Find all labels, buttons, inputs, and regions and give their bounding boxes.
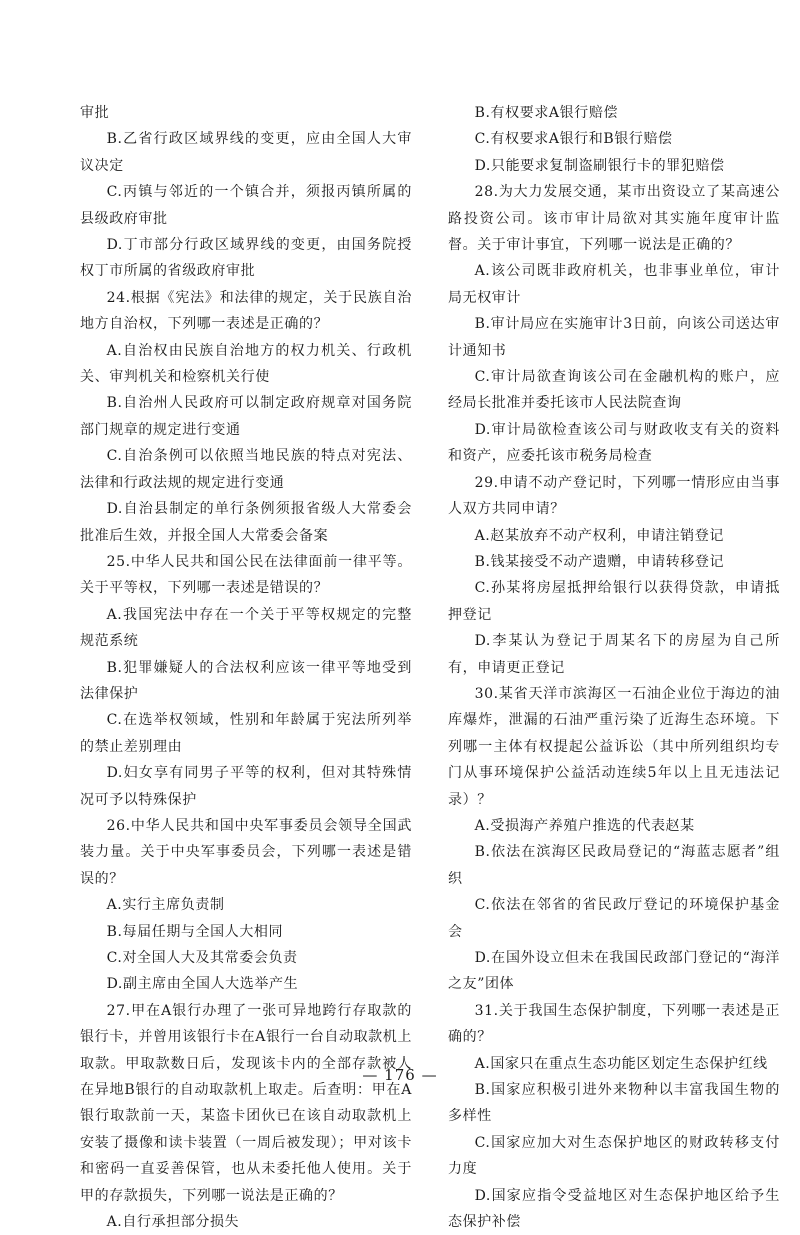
- paragraph: 28.为大力发展交通，某市出资设立了某高速公路投资公司。该市审计局欲对其实施年度审计监督。关于审计事宜，下列哪一说法是正确的？: [448, 184, 780, 254]
- paragraph: 30.某省天洋市滨海区一石油企业位于海边的油库爆炸，泄漏的石油严重污染了近海生态环境。下列哪一主体有权提起公益诉讼（其中所列组织均专门从事环境保护公益活动连续5年以上且无违法记录）？: [448, 685, 780, 808]
- paragraph: 审批: [80, 105, 110, 121]
- paragraph: D.审计局欲检查该公司与财政收支有关的资料和资产，应委托该市税务局检查: [448, 421, 780, 465]
- paragraph: C.孙某将房屋抵押给银行以获得贷款，申请抵押登记: [448, 580, 780, 623]
- paragraph: C.依法在邻省的省民政厅登记的环境保护基金会: [448, 897, 780, 940]
- paragraph: A.受损海产养殖户推选的代表赵某: [474, 817, 695, 834]
- paragraph: B.有权要求A银行赔偿: [474, 105, 619, 121]
- paragraph: 31.关于我国生态保护制度，下列哪一表述是正确的？: [448, 1002, 780, 1046]
- paragraph: 26.中华人民共和国中央军事委员会领导全国武装力量。关于中央军事委员会，下列哪一表述是错误的？: [80, 817, 412, 887]
- paragraph: D.副主席由全国人大选举产生: [106, 976, 299, 993]
- paragraph: D.自治县制定的单行条例须报省级人大常委会批准后生效，并报全国人大常委会备案: [80, 501, 412, 544]
- paragraph: D.丁市部分行政区域界线的变更，由国务院授权丁市所属的省级政府审批: [80, 237, 412, 280]
- paragraph: A.我国宪法中存在一个关于平等权规定的完整规范系统: [80, 606, 412, 650]
- paragraph: B.依法在滨海区民政局登记的“海蓝志愿者”组织: [448, 844, 780, 887]
- paragraph: 25.中华人民共和国公民在法律面前一律平等。关于平等权，下列哪一表述是错误的？: [80, 553, 412, 597]
- paragraph: A.自治权由民族自治地方的权力机关、行政机关、审判机关和检察机关行使: [80, 342, 412, 386]
- paragraph: B.审计局应在实施审计3日前，向该公司送达审计通知书: [448, 316, 780, 359]
- paragraph: A.自行承担部分损失: [106, 1214, 240, 1231]
- paragraph: A.实行主席负责制: [106, 897, 225, 914]
- paragraph: B.自治州人民政府可以制定政府规章对国务院部门规章的规定进行变通: [80, 395, 412, 438]
- left-column: [80, 100, 412, 1235]
- paragraph: D.在国外设立但未在我国民政部门登记的“海洋之友”团体: [448, 950, 780, 993]
- paragraph: C.在选举权领域，性别和年龄属于宪法所列举的禁止差别理由: [80, 712, 412, 755]
- paragraph: C.丙镇与邻近的一个镇合并，须报丙镇所属的县级政府审批: [80, 184, 412, 227]
- paragraph: B.乙省行政区域界线的变更，应由全国人大审议决定: [80, 131, 412, 174]
- paragraph: D.妇女享有同男子平等的权利，但对其特殊情况可予以特殊保护: [80, 765, 412, 808]
- paragraph: C.自治条例可以依照当地民族的特点对宪法、法律和行政法规的规定进行变通: [80, 448, 412, 491]
- paragraph: C.国家应加大对生态保护地区的财政转移支付力度: [448, 1134, 780, 1178]
- paragraph: B.国家应积极引进外来物种以丰富我国生物的多样性: [448, 1082, 780, 1125]
- paragraph: D.只能要求复制盗刷银行卡的罪犯赔偿: [474, 157, 725, 174]
- paragraph: 27.甲在A银行办理了一张可异地跨行存取款的银行卡，并曾用该银行卡在A银行一台自动取款机上取款。甲取款数日后，发现该卡内的全部存款被人在异地B银行的自动取款机上取走。后查明：甲在A银行取款前一天，某盗卡团伙已在该自动取款机上安装了摄像和读卡装置（一周后被发现）；甲对该卡和密码一直妥善保管，也从未委托他人使用。关于甲的存款损失，下列哪一说法是正确的？: [80, 1002, 412, 1204]
- paragraph: A.赵某放弃不动产权利，申请注销登记: [474, 527, 724, 544]
- paragraph: C.对全国人大及其常委会负责: [106, 950, 298, 966]
- paragraph: C.审计局欲查询该公司在金融机构的账户，应经局长批准并委托该市人民法院查询: [448, 369, 780, 412]
- page-number: — 176 —: [362, 1066, 438, 1084]
- paragraph: 29.申请不动产登记时，下列哪一情形应由当事人双方共同申请？: [448, 474, 780, 518]
- paragraph: B.钱某接受不动产遗赠，申请转移登记: [474, 553, 725, 570]
- paragraph: A.国家只在重点生态功能区划定生态保护红线: [474, 1055, 768, 1072]
- paragraph: B.犯罪嫌疑人的合法权利应该一律平等地受到法律保护: [80, 659, 412, 702]
- paragraph: 24.根据《宪法》和法律的规定，关于民族自治地方自治权，下列哪一表述是正确的？: [80, 289, 412, 333]
- right-column: [448, 100, 780, 1235]
- paragraph: C.有权要求A银行和B银行赔偿: [474, 131, 673, 148]
- paragraph: A.该公司既非政府机关，也非事业单位，审计局无权审计: [448, 263, 780, 306]
- paragraph: D.李某认为登记于周某名下的房屋为自己所有，申请更正登记: [448, 633, 780, 676]
- paragraph: B.每届任期与全国人大相同: [106, 923, 284, 940]
- paragraph: D.国家应指令受益地区对生态保护地区给予生态保护补偿: [448, 1187, 780, 1231]
